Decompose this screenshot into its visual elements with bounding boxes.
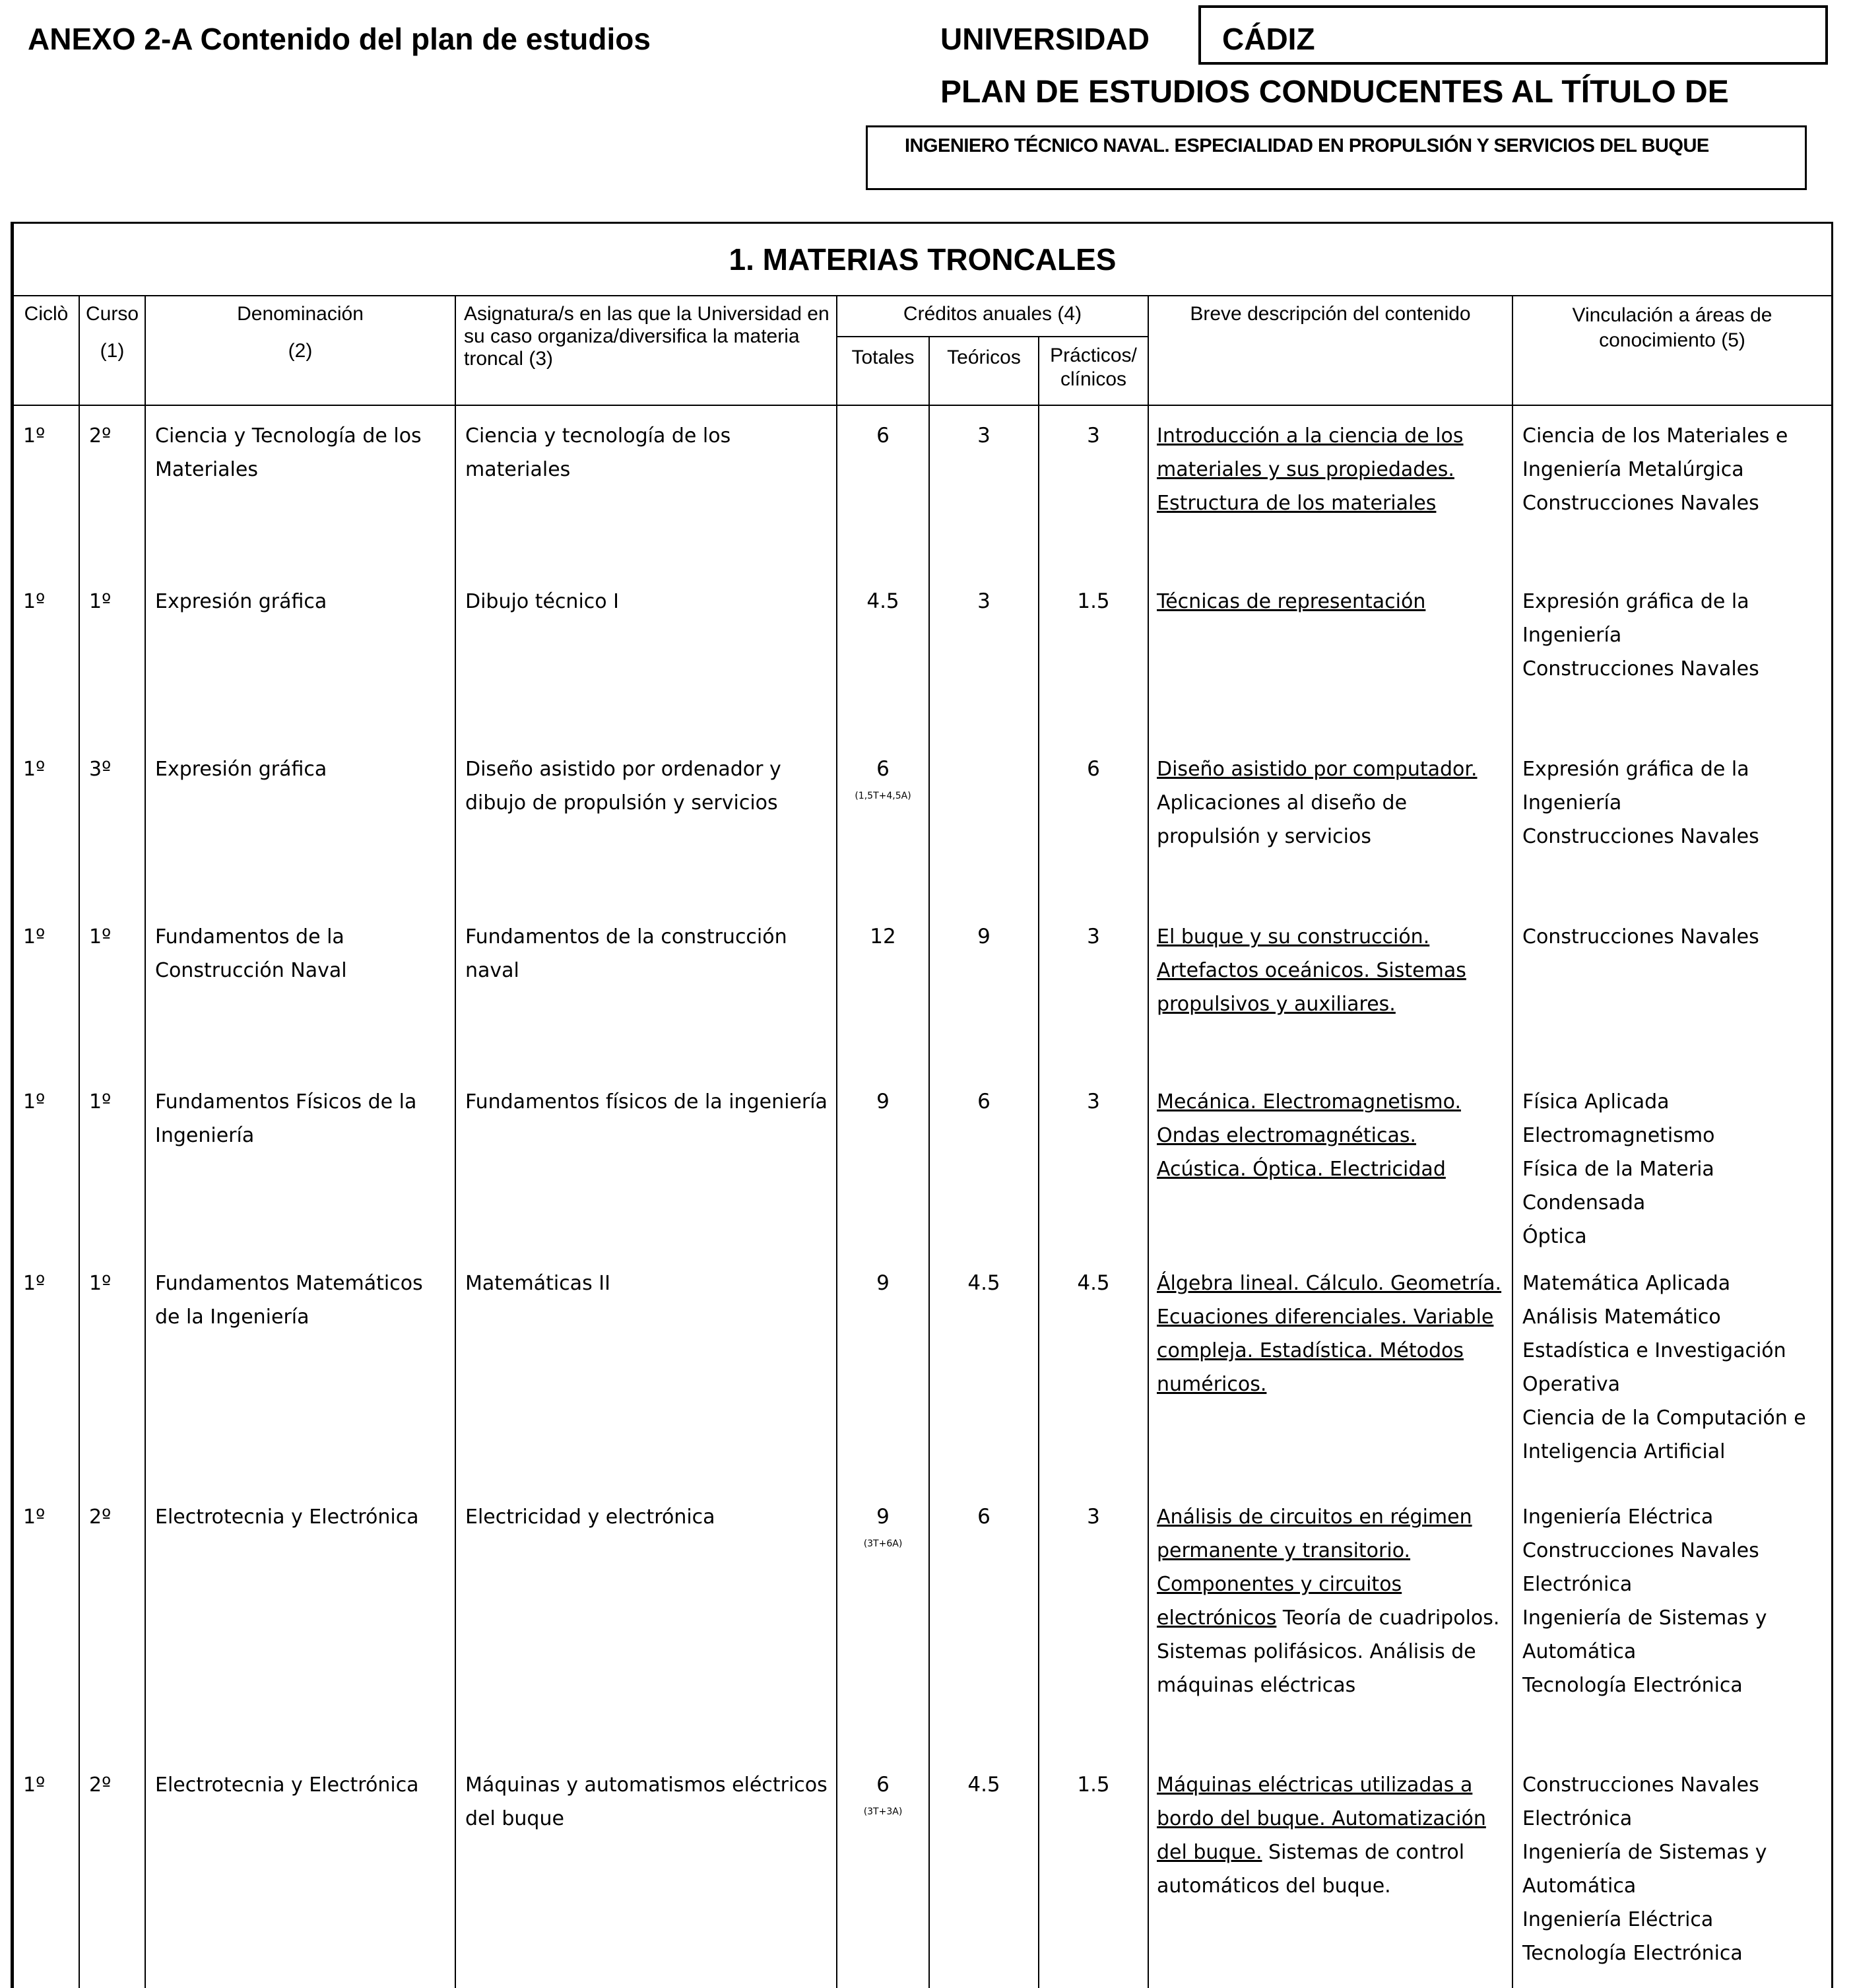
cell-vinculacion xyxy=(1512,739,1832,907)
cell-practicos: 3 xyxy=(1039,1072,1148,1253)
cell-vinculacion xyxy=(1512,1487,1832,1755)
cell-totales xyxy=(837,1253,929,1487)
cell-descripcion xyxy=(1148,1253,1512,1487)
area-item: Electromagnetismo xyxy=(1522,1124,1715,1147)
area-item: Ciencia de los Materiales e xyxy=(1522,424,1788,447)
cell-ciclo: 1º xyxy=(13,572,79,739)
cell-ciclo: 1º xyxy=(13,739,79,907)
cell-curso: 1º xyxy=(79,1072,145,1253)
cell-ciclo: 1º xyxy=(13,1755,79,1988)
cell-curso: 2º xyxy=(79,1487,145,1755)
cell-asignatura: Ciencia y tecnología de los materiales xyxy=(455,405,837,572)
cell-teoricos: 3 xyxy=(929,572,1039,739)
cell-vinculacion xyxy=(1512,1072,1832,1253)
cell-denominacion: Electrotecnia y Electrónica xyxy=(145,1487,455,1755)
cell-totales xyxy=(837,1072,929,1253)
area-item: Física Aplicada xyxy=(1522,1090,1670,1113)
cell-asignatura: Máquinas y automatismos eléctricos del buque xyxy=(455,1755,837,1988)
col-header-practicos xyxy=(1039,337,1148,405)
cell-denominacion: Ciencia y Tecnología de los Materiales xyxy=(145,405,455,572)
cell-totales xyxy=(837,1487,929,1755)
table-row xyxy=(13,572,1832,739)
area-item: Ingeniería xyxy=(1522,791,1622,814)
cell-practicos: 3 xyxy=(1039,405,1148,572)
cell-asignatura: Diseño asistido por ordenador y dibujo de propulsión y servicios xyxy=(455,739,837,907)
description-underlined: Análisis de circuitos en régimen permanente y transitorio. Componentes y circuitos electrónicos xyxy=(1157,1506,1472,1630)
cell-descripcion xyxy=(1148,1755,1512,1988)
totales-breakdown-note: (3T+6A) xyxy=(863,1539,903,1549)
cell-descripcion xyxy=(1148,572,1512,739)
cell-asignatura: Matemáticas II xyxy=(455,1253,837,1487)
degree-title-box xyxy=(866,125,1807,190)
cell-descripcion xyxy=(1148,739,1512,907)
col-header-creditos xyxy=(837,296,1148,337)
cell-descripcion xyxy=(1148,1487,1512,1755)
cell-totales xyxy=(837,572,929,739)
cell-vinculacion xyxy=(1512,572,1832,739)
col-header-practicos-label: Prácticos/ clínicos xyxy=(1050,345,1137,390)
area-item: Inteligencia Artificial xyxy=(1522,1440,1726,1463)
cell-descripcion xyxy=(1148,907,1512,1072)
area-item: Ingeniería Eléctrica xyxy=(1522,1908,1714,1931)
cell-descripcion xyxy=(1148,405,1512,572)
col-header-denominacion-label: Denominación xyxy=(237,303,364,325)
cell-asignatura: Electricidad y electrónica xyxy=(455,1487,837,1755)
cell-denominacion: Fundamentos Matemáticos de la Ingeniería xyxy=(145,1253,455,1487)
col-header-ciclo-label: Ciclò xyxy=(24,303,69,325)
area-item: Ingeniería Metalúrgica xyxy=(1522,458,1744,481)
col-header-teoricos-label: Teóricos xyxy=(947,347,1021,368)
totales-value: 6 xyxy=(876,1773,890,1797)
col-header-vinculacion-label: Vinculación a áreas de conocimiento (5) xyxy=(1572,304,1772,351)
cell-vinculacion xyxy=(1512,405,1832,572)
table-row xyxy=(13,907,1832,1072)
description-underlined: El buque y su construcción. Artefactos oceánicos. Sistemas propulsivos y auxiliares. xyxy=(1157,925,1466,1016)
cell-curso: 2º xyxy=(79,405,145,572)
cell-teoricos: 9 xyxy=(929,907,1039,1072)
cell-vinculacion xyxy=(1512,1253,1832,1487)
cell-ciclo: 1º xyxy=(13,907,79,1072)
cell-curso: 1º xyxy=(79,907,145,1072)
cell-denominacion: Expresión gráfica xyxy=(145,739,455,907)
description-underlined: Técnicas de representación xyxy=(1157,590,1426,613)
cell-practicos: 3 xyxy=(1039,907,1148,1072)
col-header-totales xyxy=(837,337,929,405)
area-item: Óptica xyxy=(1522,1225,1587,1248)
area-item: Construcciones Navales xyxy=(1522,492,1759,515)
area-item: Automática xyxy=(1522,1640,1637,1663)
cell-asignatura: Fundamentos físicos de la ingeniería xyxy=(455,1072,837,1253)
cell-teoricos: 6 xyxy=(929,1072,1039,1253)
area-item: Ingeniería de Sistemas y xyxy=(1522,1841,1767,1864)
cell-teoricos: 4.5 xyxy=(929,1253,1039,1487)
cell-teoricos xyxy=(929,739,1039,907)
cell-teoricos: 4.5 xyxy=(929,1755,1039,1988)
col-header-descripcion-label: Breve descripción del contenido xyxy=(1190,303,1471,325)
table-row xyxy=(13,1755,1832,1988)
cell-curso: 2º xyxy=(79,1755,145,1988)
description-underlined: Máquinas eléctricas utilizadas a bordo del buque. Automatización del buque. xyxy=(1157,1773,1486,1864)
cell-curso: 3º xyxy=(79,739,145,907)
cell-asignatura: Dibujo técnico I xyxy=(455,572,837,739)
description-underlined: Introducción a la ciencia de los materiales y sus propiedades. Estructura de los materiales xyxy=(1157,424,1464,515)
col-header-denominacion-note: (2) xyxy=(288,340,313,362)
cell-curso: 1º xyxy=(79,1253,145,1487)
area-item: Estadística e Investigación xyxy=(1522,1339,1786,1362)
annex-title: ANEXO 2-A Contenido del plan de estudios xyxy=(28,22,651,56)
description-underlined: Diseño asistido por computador. xyxy=(1157,758,1478,781)
table-row xyxy=(13,1253,1832,1487)
cell-practicos: 3 xyxy=(1039,1487,1148,1755)
col-header-creditos-label: Créditos anuales (4) xyxy=(903,303,1082,325)
cell-totales xyxy=(837,907,929,1072)
col-header-descripcion xyxy=(1148,296,1512,405)
description-plain: Aplicaciones al diseño de propulsión y servicios xyxy=(1157,791,1408,848)
area-item: Matemática Aplicada xyxy=(1522,1272,1731,1295)
area-item: Electrónica xyxy=(1522,1807,1633,1830)
totales-value: 4.5 xyxy=(866,589,899,613)
cell-ciclo: 1º xyxy=(13,1072,79,1253)
troncales-table-container xyxy=(11,222,1833,1988)
area-item: Tecnología Electrónica xyxy=(1522,1674,1743,1697)
cell-practicos: 1.5 xyxy=(1039,572,1148,739)
col-header-curso-label: Curso xyxy=(85,303,139,325)
totales-value: 6 xyxy=(876,424,890,447)
area-item: Ingeniería de Sistemas y xyxy=(1522,1607,1767,1630)
area-item: Ingeniería xyxy=(1522,624,1622,647)
area-item: Tecnología Electrónica xyxy=(1522,1942,1743,1965)
description-plain: Sistemas de control automáticos del buque. xyxy=(1157,1841,1465,1898)
totales-breakdown-note: (1,5T+4,5A) xyxy=(855,791,911,801)
cell-vinculacion xyxy=(1512,907,1832,1072)
col-header-curso-note: (1) xyxy=(100,340,125,362)
table-row xyxy=(13,739,1832,907)
troncales-table xyxy=(13,224,1833,1988)
cell-totales xyxy=(837,739,929,907)
area-item: Operativa xyxy=(1522,1373,1621,1396)
totales-value: 9 xyxy=(876,1505,890,1529)
area-item: Construcciones Navales xyxy=(1522,825,1759,848)
area-item: Física de la Materia xyxy=(1522,1158,1714,1181)
description-plain: Teoría de cuadripolos. Sistemas polifásicos. Análisis de máquinas eléctricas xyxy=(1157,1607,1500,1697)
area-item: Construcciones Navales xyxy=(1522,1773,1759,1797)
university-label: UNIVERSIDAD xyxy=(940,22,1150,56)
area-item: Construcciones Navales xyxy=(1522,1539,1759,1562)
area-item: Construcciones Navales xyxy=(1522,925,1759,948)
col-header-asignatura-label: Asignatura/s en las que la Universidad en su caso organiza/diversifica la materia troncal (3) xyxy=(464,303,829,370)
totales-value: 12 xyxy=(870,925,896,948)
cell-teoricos: 3 xyxy=(929,405,1039,572)
col-header-vinculacion xyxy=(1512,296,1832,405)
area-item: Automática xyxy=(1522,1874,1637,1898)
plan-label: PLAN DE ESTUDIOS CONDUCENTES AL TÍTULO DE xyxy=(940,75,1729,110)
col-header-asignatura xyxy=(455,296,837,405)
cell-totales xyxy=(837,405,929,572)
table-row xyxy=(13,1072,1832,1253)
col-header-ciclo xyxy=(13,296,79,405)
table-row xyxy=(13,1487,1832,1755)
description-underlined: Álgebra lineal. Cálculo. Geometría. Ecuaciones diferenciales. Variable compleja. Estadística. Métodos numéricos. xyxy=(1157,1272,1502,1396)
cell-totales xyxy=(837,1755,929,1988)
col-header-teoricos xyxy=(929,337,1039,405)
col-header-totales-label: Totales xyxy=(851,347,915,368)
area-item: Ingeniería Eléctrica xyxy=(1522,1506,1714,1529)
col-header-denominacion xyxy=(145,296,455,405)
cell-asignatura: Fundamentos de la construcción naval xyxy=(455,907,837,1072)
cell-vinculacion xyxy=(1512,1755,1832,1988)
area-item: Condensada xyxy=(1522,1191,1646,1214)
cell-practicos: 4.5 xyxy=(1039,1253,1148,1487)
university-value: CÁDIZ xyxy=(1222,22,1315,56)
area-item: Análisis Matemático xyxy=(1522,1306,1721,1329)
description-underlined: Mecánica. Electromagnetismo. Ondas electromagnéticas. Acústica. Óptica. Electricidad xyxy=(1157,1090,1461,1181)
totales-value: 6 xyxy=(876,757,890,781)
section-title: 1. MATERIAS TRONCALES xyxy=(13,224,1832,296)
cell-curso: 1º xyxy=(79,572,145,739)
cell-denominacion: Fundamentos Físicos de la Ingeniería xyxy=(145,1072,455,1253)
cell-teoricos: 6 xyxy=(929,1487,1039,1755)
table-row xyxy=(13,405,1832,572)
area-item: Expresión gráfica de la xyxy=(1522,758,1749,781)
university-value-box xyxy=(1198,5,1828,65)
area-item: Ciencia de la Computación e xyxy=(1522,1407,1806,1430)
col-header-curso xyxy=(79,296,145,405)
cell-denominacion: Fundamentos de la Construcción Naval xyxy=(145,907,455,1072)
cell-denominacion: Electrotecnia y Electrónica xyxy=(145,1755,455,1988)
cell-ciclo: 1º xyxy=(13,405,79,572)
cell-ciclo: 1º xyxy=(13,1253,79,1487)
totales-value: 9 xyxy=(876,1271,890,1295)
cell-practicos: 1.5 xyxy=(1039,1755,1148,1988)
cell-ciclo: 1º xyxy=(13,1487,79,1755)
cell-denominacion: Expresión gráfica xyxy=(145,572,455,739)
totales-breakdown-note: (3T+3A) xyxy=(863,1806,903,1817)
area-item: Electrónica xyxy=(1522,1573,1633,1596)
area-item: Construcciones Navales xyxy=(1522,657,1759,680)
cell-practicos: 6 xyxy=(1039,739,1148,907)
degree-title: INGENIERO TÉCNICO NAVAL. ESPECIALIDAD EN PROPULSIÓN Y SERVICIOS DEL BUQUE xyxy=(905,135,1709,156)
totales-value: 9 xyxy=(876,1090,890,1113)
cell-descripcion xyxy=(1148,1072,1512,1253)
area-item: Expresión gráfica de la xyxy=(1522,590,1749,613)
